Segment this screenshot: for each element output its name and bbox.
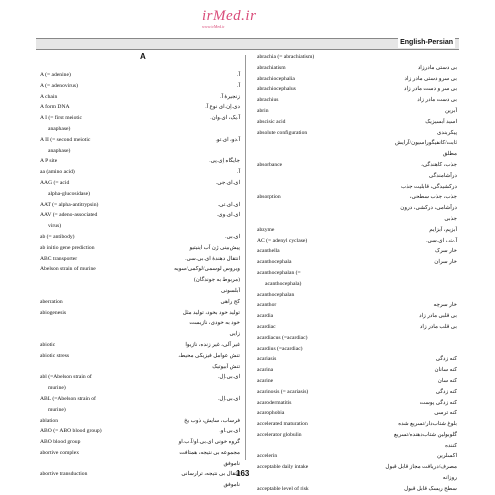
persian-term: ناموفق <box>223 482 240 489</box>
english-term: accelerin <box>257 453 278 460</box>
glossary-entry <box>40 200 240 211</box>
english-term: AAT (= alpha-antitrypsin) <box>40 201 99 208</box>
glossary-entry <box>40 81 240 92</box>
english-term: virus) <box>48 223 62 230</box>
persian-term: انتقال بی نتیجه، ترارسانی <box>181 471 240 478</box>
english-term: A I (= first meiotic <box>40 115 82 122</box>
glossary-entry <box>257 128 457 139</box>
persian-term: (مربوط به جوندگان) <box>193 277 240 284</box>
glossary-entry <box>40 459 240 470</box>
glossary-entry <box>257 138 457 149</box>
persian-term: کج راهی <box>220 298 240 305</box>
english-term: ablation <box>40 417 59 424</box>
glossary-entry <box>257 419 457 430</box>
glossary-entry <box>257 160 457 171</box>
english-term: abrin <box>257 107 269 114</box>
right-column <box>257 52 457 495</box>
persian-term: ای.بی. <box>225 233 240 240</box>
english-term: acanthocephala) <box>265 280 302 287</box>
persian-term: بی سرو دستی مادر زاد <box>404 75 457 82</box>
glossary-entry <box>257 311 457 322</box>
glossary-entry <box>257 246 457 257</box>
glossary-entry <box>40 416 240 427</box>
english-term: acardia <box>257 313 274 320</box>
section-letter: A <box>140 52 146 61</box>
glossary-entry <box>40 102 240 113</box>
glossary-entry <box>40 340 240 351</box>
glossary-entry <box>40 308 240 319</box>
persian-term: مطلق <box>442 151 457 158</box>
glossary-entry <box>40 254 240 265</box>
persian-term: انتقال دهندهٔ ای.بی.سی. <box>185 255 240 262</box>
left-column <box>40 70 240 491</box>
glossary-entry <box>40 297 240 308</box>
glossary-entry <box>257 484 457 495</box>
persian-term: جذبی <box>444 215 457 222</box>
glossary-entry <box>257 268 457 279</box>
glossary-entry <box>40 448 240 459</box>
english-term: accelerator globulin <box>257 431 302 438</box>
glossary-entry <box>257 84 457 95</box>
persian-term: خار سرک <box>434 248 457 255</box>
persian-term: کنه ترسی <box>434 410 457 417</box>
glossary-entry <box>40 156 240 167</box>
english-term: murine) <box>48 406 66 413</box>
english-term: abrachiocephalus <box>257 86 296 93</box>
persian-term: کنه زدگی پوست <box>419 399 457 406</box>
english-term: abzyme <box>257 226 275 233</box>
glossary-entry <box>257 441 457 452</box>
persian-term: ای.ای.جی. <box>215 179 240 186</box>
english-term: ABL (=Abelson strain of <box>40 395 96 402</box>
glossary-entry <box>40 351 240 362</box>
persian-term: ای.ای.تی. <box>217 201 240 208</box>
persian-term: سطح ریسک قابل قبول <box>404 485 457 492</box>
glossary-entry <box>257 203 457 214</box>
english-term: abrachiocephalia <box>257 75 295 82</box>
persian-term: ثابت/کانفیگوراسیون/آرایش <box>395 140 457 147</box>
english-term: acarinosis (= acariasis) <box>257 388 309 395</box>
glossary-entry <box>40 394 240 405</box>
persian-term: مصرف/دریافت مجاز قابل قبول <box>385 464 457 471</box>
persian-term: خار سرچه <box>433 302 457 309</box>
glossary-entry <box>40 275 240 286</box>
persian-term: زایی <box>229 331 240 338</box>
persian-term: جذب، کاهندگی، <box>421 161 457 168</box>
glossary-entry <box>257 74 457 85</box>
glossary-entry <box>40 92 240 103</box>
persian-term: ویروس لوسمی/لوکمی/سویه <box>174 266 240 273</box>
english-term: AAG (= acid <box>40 179 70 186</box>
english-term: abrachia (= abrachiatism) <box>257 54 315 60</box>
glossary-entry <box>257 387 457 398</box>
glossary-entry <box>257 236 457 247</box>
persian-term: اسید اَبسیزیک <box>425 118 457 125</box>
glossary-entry <box>40 480 240 491</box>
persian-term: ای.بی.او. <box>219 428 240 435</box>
glossary-entry <box>40 70 240 81</box>
english-term: acardiac <box>257 323 276 330</box>
glossary-entry <box>257 354 457 365</box>
glossary-entry <box>40 372 240 383</box>
english-term: A form DNA <box>40 104 70 111</box>
english-term: abrachiatism <box>257 64 286 71</box>
english-term: murine) <box>48 385 66 392</box>
glossary-entry <box>40 437 240 448</box>
english-term: acardius (=acardiac) <box>257 345 303 352</box>
english-term: abiotic <box>40 341 56 348</box>
glossary-entry <box>257 300 457 311</box>
persian-term: اَبزیم، اَبزایم <box>429 226 457 233</box>
glossary-entry <box>40 189 240 200</box>
glossary-entry <box>257 52 457 63</box>
persian-term: جایگاه اِی.پی. <box>209 158 240 165</box>
persian-term: زنجیرهٔ آ. <box>220 93 240 100</box>
glossary-entry <box>257 182 457 193</box>
persian-term: پیکربندی <box>437 129 457 136</box>
english-term: AC (= adenyl cyclase) <box>257 237 308 244</box>
english-term: acarodermatitis <box>257 399 292 406</box>
persian-term: بلوغ شتاب‌دار/تسریع شده <box>398 421 457 428</box>
english-term: acardiacus (=acardiac) <box>257 334 308 341</box>
glossary-entry <box>40 426 240 437</box>
english-term: abiotic stress <box>40 352 70 359</box>
page-number: 163 <box>236 469 250 478</box>
glossary-entry <box>40 178 240 189</box>
persian-term: درکشیدگی، قابلیت جذب <box>400 183 457 190</box>
english-term: ab (= antibody) <box>40 233 75 240</box>
english-term: abortive transduction <box>40 471 88 478</box>
glossary-entry <box>257 408 457 419</box>
english-term: ab initio gene prediction <box>40 244 95 251</box>
english-term: acanthocephalan <box>257 291 295 298</box>
glossary-entry <box>40 383 240 394</box>
column-divider <box>245 55 246 460</box>
persian-term: بی دستی مادرزاد <box>417 64 457 71</box>
persian-term: پیش‌بینی ژن اَب اینیتیو <box>189 244 240 251</box>
persian-term: جذب، جذب سطحی، <box>409 194 457 201</box>
running-head: English-Persian <box>400 39 453 46</box>
glossary-entry <box>257 149 457 160</box>
glossary-entry <box>257 365 457 376</box>
glossary-entry <box>257 117 457 128</box>
persian-term: اَبلسونی <box>220 287 240 294</box>
glossary-entry <box>40 135 240 146</box>
persian-term: کننده <box>445 442 457 449</box>
glossary-entry <box>257 95 457 106</box>
glossary-entry <box>257 376 457 387</box>
glossary-entry <box>257 106 457 117</box>
glossary-entry <box>257 192 457 203</box>
glossary-entry <box>40 469 240 480</box>
english-term: anaphase) <box>48 147 71 154</box>
glossary-entry <box>40 329 240 340</box>
english-term: ABC transporter <box>40 255 78 262</box>
english-term: A (= adenine) <box>40 72 71 78</box>
english-term: acarine <box>257 377 274 384</box>
english-term: acanthella <box>257 248 280 255</box>
glossary-entry <box>40 210 240 221</box>
english-term: aa (amino acid) <box>40 169 75 176</box>
english-term: absorption <box>257 194 281 201</box>
english-term: accelerated maturation <box>257 421 308 428</box>
glossary-entry <box>40 232 240 243</box>
persian-term: درآشامی، درکشی، درون <box>400 205 457 212</box>
glossary-entry <box>257 398 457 409</box>
english-term: acceptable level of risk <box>257 485 309 492</box>
persian-term: آ. <box>237 169 240 176</box>
english-term: acanthocephala <box>257 259 292 266</box>
english-term: acceptable daily intake <box>257 464 309 471</box>
persian-term: ای.ای.وی. <box>216 212 240 219</box>
english-term: Abelson strain of murine <box>40 266 96 273</box>
persian-term: آ.ث.، ای.سی. <box>426 237 457 244</box>
persian-term: کنه سانان <box>434 367 457 374</box>
glossary-entry <box>257 322 457 333</box>
persian-term: تنش عوامل فیزیکی محیط، <box>178 352 240 359</box>
english-term: abl (=Abelson strain of <box>40 374 92 381</box>
english-term: anaphase) <box>48 125 71 132</box>
persian-term: ای.بی.اِل. <box>218 374 240 381</box>
persian-term: گلوبولین شتاب‌دهنده/تسریع <box>394 431 457 438</box>
glossary-entry <box>257 171 457 182</box>
english-term: AAV (= adeno-associated <box>40 212 98 219</box>
english-term: absorbance <box>257 161 283 168</box>
persian-term: تولید خود بخود، تولید مثل <box>182 309 240 316</box>
english-term: abscisic acid <box>257 118 286 125</box>
english-term: A II (= second meiotic <box>40 136 91 143</box>
site-logo: irMed.ir <box>202 8 257 24</box>
persian-term: روزانه <box>442 475 457 482</box>
persian-term: کنه زدگی <box>435 388 457 395</box>
english-term: acariasis <box>257 356 277 363</box>
english-term: alpha-glucosidase) <box>48 190 90 197</box>
persian-term: فرساب، سایش، ذوب یخ <box>184 417 240 424</box>
glossary-entry <box>40 318 240 329</box>
english-term: A chain <box>40 93 58 100</box>
glossary-entry <box>257 225 457 236</box>
persian-term: غیر آلی، غیر زنده، نازیوا <box>185 341 240 348</box>
persian-term: بی سر و دست مادر زاد <box>404 86 457 93</box>
glossary-entry <box>40 264 240 275</box>
persian-term: بی قلب مادر زاد <box>419 323 457 330</box>
persian-term: آ. <box>237 72 240 78</box>
english-term: A (= adenovirus) <box>40 82 78 89</box>
persian-term: کنه سان <box>437 377 457 384</box>
persian-term: اَبرین <box>444 107 457 114</box>
english-term: ABO blood group <box>40 439 81 446</box>
english-term: acanthocephalan (= <box>257 269 301 276</box>
persian-term: آ. <box>237 82 240 89</box>
persian-term: بی دست مادر زاد <box>417 97 457 104</box>
glossary-entry <box>40 221 240 232</box>
persian-term: خود به خودی، نازیست <box>189 320 240 327</box>
glossary-entry <box>257 462 457 473</box>
glossary-entry <box>40 113 240 124</box>
glossary-entry <box>40 243 240 254</box>
persian-term: ای.بی.اِل. <box>218 395 240 402</box>
english-term: A P site <box>40 158 58 165</box>
glossary-entry <box>40 405 240 416</box>
english-term: aberration <box>40 298 63 305</box>
persian-term: کنه زدگی <box>435 356 457 363</box>
persian-term: گروه خونی ای.بی.او/آ.ب.او <box>178 439 240 446</box>
glossary-entry <box>257 333 457 344</box>
persian-term: آ.یک، ای.وان. <box>210 115 240 122</box>
persian-term: ناموفق <box>223 460 240 467</box>
english-term: acanthor <box>257 302 277 309</box>
glossary-entry <box>40 167 240 178</box>
english-term: acarophobia <box>257 410 285 417</box>
english-term: abortive complex <box>40 449 79 456</box>
english-term: abiogenesis <box>40 309 67 316</box>
persian-term: تنش اَبیوتیک <box>212 363 240 370</box>
header-bar <box>36 38 459 50</box>
english-term: acarina <box>257 367 274 374</box>
glossary-entry <box>257 279 457 290</box>
glossary-entry <box>40 124 240 135</box>
glossary-entry <box>257 344 457 355</box>
glossary-entry <box>257 290 457 301</box>
glossary-entry <box>257 63 457 74</box>
glossary-entry <box>257 257 457 268</box>
persian-term: دی.اِن.ای نوع آ. <box>205 104 240 111</box>
persian-term: خار سران <box>434 259 457 266</box>
site-tagline: www.irMed.ir <box>202 24 225 29</box>
persian-term: بی قلبی مادر زاد <box>419 313 457 320</box>
glossary-entry <box>257 451 457 462</box>
glossary-entry <box>40 146 240 157</box>
glossary-entry <box>40 362 240 373</box>
persian-term: درآشامندگی <box>428 172 457 179</box>
persian-term: مجموعه بی نتیجه، همتافت <box>179 449 240 456</box>
english-term: abrachius <box>257 97 279 104</box>
persian-term: آ.دو، ای.تو. <box>215 136 240 143</box>
glossary-entry <box>257 430 457 441</box>
persian-term: اکسلرین <box>437 453 457 460</box>
glossary-entry <box>40 286 240 297</box>
glossary-entry <box>257 473 457 484</box>
english-term: ABO (= ABO blood group) <box>40 428 102 435</box>
glossary-entry <box>257 214 457 225</box>
english-term: absolute configuration <box>257 129 308 136</box>
